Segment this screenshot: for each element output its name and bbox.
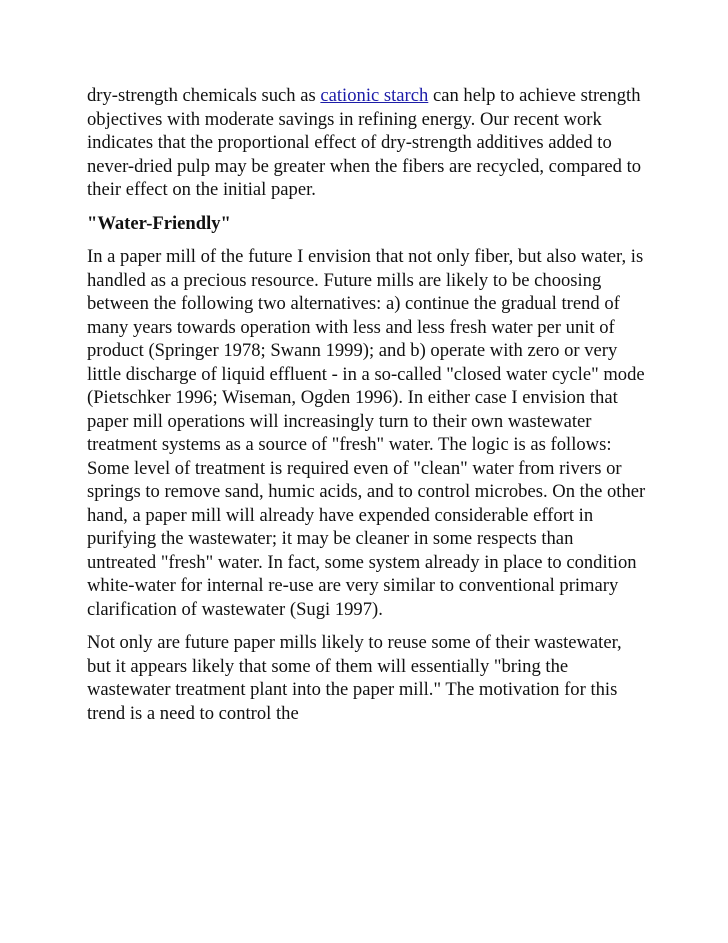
paragraph-dry-strength [87, 84, 647, 202]
paragraph-water-resource: In a paper mill of the future I envision that not only fiber, but also water, is handled as a precious resource. Future mills are likely to be choosing between the following two alternatives: a) continue the gradual trend of many years towards operation with less and less fresh water per unit of product (Springer 1978; Swann 1999); and b) operate with zero or very little discharge of liquid effluent - in a so-called "closed water cycle" mode (Pietschker 1996; Wiseman, Ogden 1996). In either case I envision that paper mill operations will increasingly turn to their own wastewater treatment systems as a source of "fresh" water. The logic is as follows: Some level of treatment is required even of "clean" water from rivers or springs to remove sand, humic acids, and to control microbes. On the other hand, a paper mill will already have expended considerable effort in purifying the wastewater; it may be cleaner in some respects than untreated "fresh" water. In fact, some system already in place to condition white-water for internal re-use are very similar to conventional primary clarification of wastewater (Sugi 1997). [87, 246, 646, 620]
document-body [87, 84, 647, 735]
paragraph-wastewater-reuse: Not only are future paper mills likely to reuse some of their wastewater, but it appears likely that some of them will essentially "bring the wastewater treatment plant into the paper mill." The motivation for this trend is a need to control the [87, 632, 622, 724]
paragraph-text: dry-strength chemicals such as [87, 85, 321, 106]
cationic-starch-link[interactable]: cationic starch [320, 85, 429, 106]
paragraph-text: can help to achieve strength objectives with moderate savings in refining energy. Our recent work indicates that the proportional effect of dry-strength additives added to never-dried pulp may be greater when the fibers are recycled, compared to their effect on the initial paper. [87, 85, 642, 200]
section-heading-water-friendly: "Water-Friendly" [87, 212, 231, 234]
